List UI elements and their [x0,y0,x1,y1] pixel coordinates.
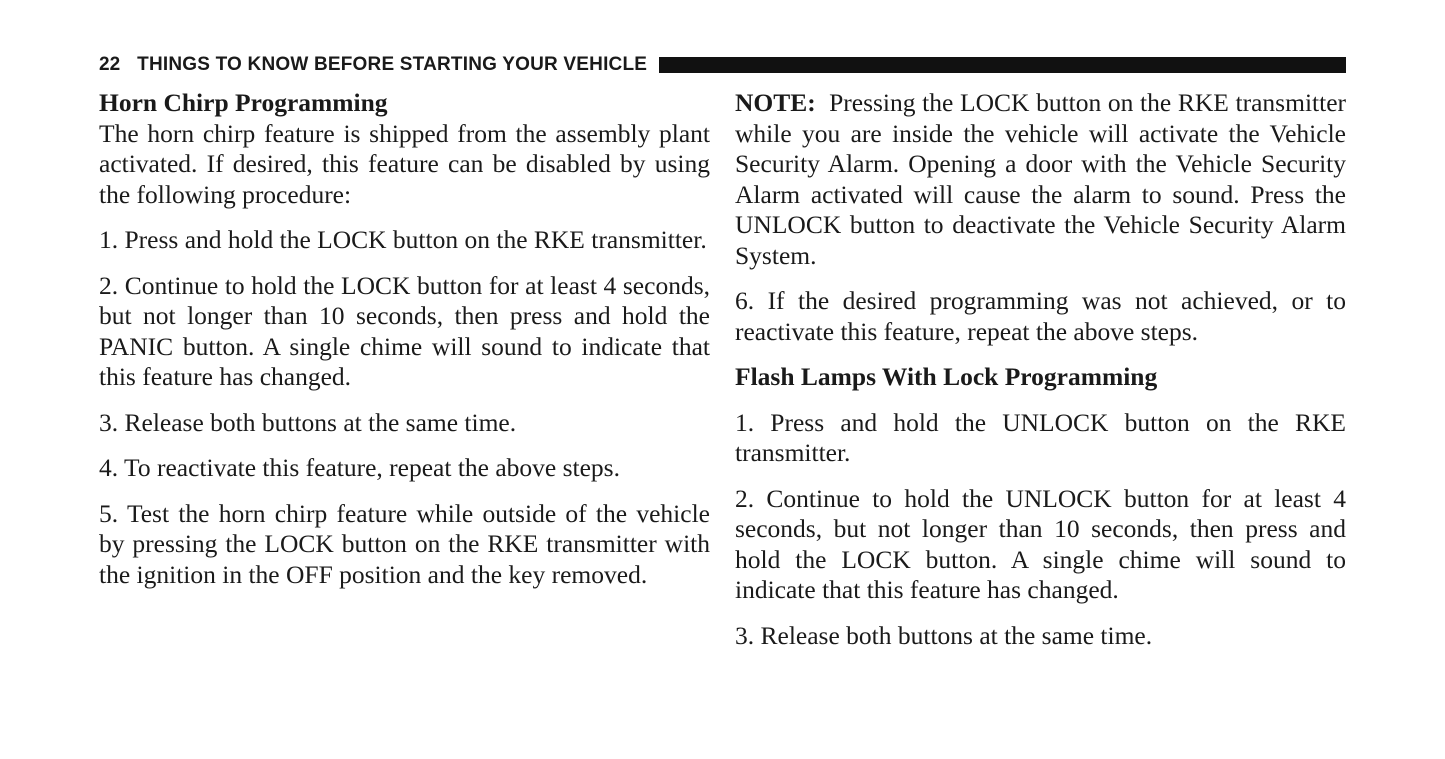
page-number: 22 [99,54,121,75]
page-header [99,53,1346,77]
flash-lamps-heading: Flash Lamps With Lock Programming [735,362,1158,391]
horn-step-1: 1. Press and hold the LOCK button on the RKE transmitter. [99,225,707,254]
horn-step-5: 5. Test the horn chirp feature while outside of the vehicle by pressing the LOCK button on the RKE transmitter with the ignition in the OFF position and the key removed. [99,498,710,589]
header-rule [659,57,1346,73]
flash-step-3: 3. Release both buttons at the same time. [735,620,1153,650]
horn-step-2: 2. Continue to hold the LOCK button for at least 4 seconds, but not longer than 10 seconds, then press and hold the PANIC button. A single chime will sound to indicate that this feature has changed. [99,270,710,391]
note-paragraph [735,88,1346,271]
horn-step-6: 6. If the desired programming was not achieved, or to reactivate this feature, repeat the above steps. [735,286,1346,346]
horn-step-4: 4. To reactivate this feature, repeat the above steps. [99,453,620,482]
flash-step-1: 1. Press and hold the UNLOCK button on the RKE transmitter. [735,407,1346,467]
horn-chirp-intro: The horn chirp feature is shipped from the assembly plant activated. If desired, this feature can be disabled by using the following procedure: [99,118,710,209]
right-column [735,88,1346,666]
note-label: NOTE: [735,88,816,117]
chapter-title: THINGS TO KNOW BEFORE STARTING YOUR VEHICLE [137,54,648,75]
horn-chirp-heading: Horn Chirp Programming [99,88,388,117]
note-text: Pressing the LOCK button on the RKE transmitter while you are inside the vehicle will activate the Vehicle Security Alarm. Opening a door with the Vehicle Security Alarm activated will cause the alarm to sound. Press the UNLOCK button to deactivate the Vehicle Security Alarm System. [735,88,1347,270]
left-column [99,88,710,605]
horn-step-3: 3. Release both buttons at the same time. [99,407,517,437]
flash-step-2: 2. Continue to hold the UNLOCK button for at least 4 seconds, but not longer than 10 seconds, then press and hold the LOCK button. A single chime will sound to indicate that this feature has changed. [735,483,1346,604]
